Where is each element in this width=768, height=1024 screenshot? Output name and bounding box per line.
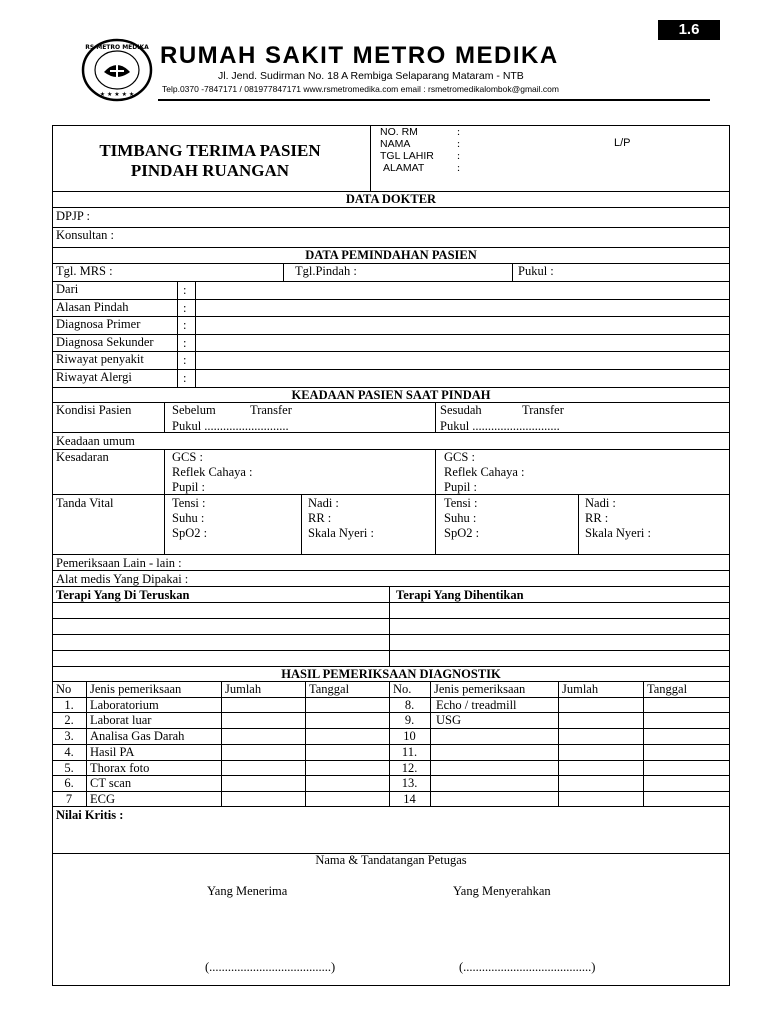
label-tanda-vital: Tanda Vital [56,496,114,510]
diag-input-cell[interactable] [305,728,389,744]
label-sesudah: Sesudah [440,403,482,417]
diag-row-no: 7 [65,791,73,806]
label-yang-menerima: Yang Menerima [207,884,288,898]
diag-input-cell[interactable] [643,728,729,744]
signature-penyerah[interactable]: (.........................................) [459,960,596,974]
pindah-row-label: Riwayat Alergi [56,370,132,384]
label-nama: NAMA [380,138,411,150]
diag-input-cell[interactable] [221,775,305,791]
field-reflek-before[interactable]: Reflek Cahaya : [172,465,253,479]
pindah-row-label: Alasan Pindah [56,299,129,314]
label-kondisi: Kondisi Pasien [56,403,132,417]
diag-row-no: 10 [403,729,416,744]
diag-row-no: 4. [64,744,74,759]
label-transfer-2: Transfer [522,403,564,417]
diag-row-jenis: CT scan [90,776,132,791]
label-nilai-kritis[interactable]: Nilai Kritis : [56,808,124,822]
signature-penerima[interactable]: (.......................................) [205,960,336,974]
heading-diagnostik: HASIL PEMERIKSAAN DIAGNOSTIK [281,667,501,681]
field-tgl-mrs[interactable]: Tgl. MRS : [56,264,113,278]
field-tgl-pindah[interactable]: Tgl.Pindah : [295,264,357,278]
diag-row-no: 1. [64,697,74,712]
diag-input-cell[interactable] [643,697,729,713]
diag-row-no: 3. [64,729,74,744]
pindah-row-value[interactable] [195,369,729,387]
field-pukul-sesudah[interactable]: Pukul ............................ [440,419,560,433]
colon-no-rm: : [457,126,461,138]
field-suhu-after[interactable]: Suhu : [444,511,477,525]
diag-input-cell[interactable] [643,791,729,807]
diag-row-jenis: Laborat luar [90,713,152,728]
diag-header-cell: Tanggal [309,682,350,696]
heading-terapi-diteruskan: Terapi Yang Di Teruskan [56,588,190,602]
field-pukul[interactable]: Pukul : [518,264,554,278]
pindah-row-value[interactable] [195,299,729,317]
diag-row-jenis: Thorax foto [90,760,150,775]
field-suhu-before[interactable]: Suhu : [172,511,205,525]
diag-row-no: 5. [64,760,74,775]
pindah-row-colon: : [183,318,187,333]
diag-header-cell: Jumlah [562,682,599,696]
label-keadaan-umum: Keadaan umum [56,434,135,448]
column-rule [177,281,178,387]
diag-input-cell[interactable] [558,760,643,776]
diag-input-cell[interactable] [305,760,389,776]
pindah-row-value[interactable] [195,351,729,369]
label-alamat: ALAMAT [383,162,425,174]
diag-header-cell: Tanggal [647,682,688,696]
field-alat-medis[interactable]: Alat medis Yang Dipakai : [56,572,189,586]
form-code-badge: 1.6 [658,20,720,40]
diag-input-cell[interactable] [221,744,305,760]
field-rr-after[interactable]: RR : [585,511,609,525]
pindah-row-colon: : [183,335,187,350]
label-sebelum: Sebelum [172,403,216,417]
diag-input-cell[interactable] [643,712,729,728]
diag-row-jenis: USG [436,713,462,728]
hospital-logo [80,38,154,102]
field-nadi-before[interactable]: Nadi : [308,496,339,510]
pindah-row-colon: : [183,353,187,368]
diag-row-no: 11. [401,744,418,759]
diag-input-cell[interactable] [221,760,305,776]
diag-input-cell[interactable] [558,697,643,713]
signature-heading: Nama & Tandatangan Petugas [315,853,467,867]
pindah-row-value[interactable] [195,281,729,299]
diag-input-cell[interactable] [305,697,389,713]
hospital-name: RUMAH SAKIT METRO MEDIKA [160,42,559,69]
pindah-row-value[interactable] [195,334,729,352]
field-skala-before[interactable]: Skala Nyeri : [308,526,374,540]
field-reflek-after[interactable]: Reflek Cahaya : [444,465,525,479]
diag-input-cell[interactable] [558,791,643,807]
diag-header-cell: No. [393,682,412,696]
diag-header-cell: Jumlah [225,682,262,696]
diag-input-cell[interactable] [305,775,389,791]
diag-input-cell[interactable] [558,728,643,744]
label-yang-menyerahkan: Yang Menyerahkan [453,884,551,898]
heading-keadaan: KEADAAN PASIEN SAAT PINDAH [291,388,491,402]
diag-row-no: 9. [404,713,415,728]
heading-data-dokter: DATA DOKTER [345,192,437,206]
diag-row-no: 6. [64,776,74,791]
pindah-row-value[interactable] [195,316,729,334]
hospital-contact: Telp.0370 -7847171 / 081977847171 www.rsmetromedika.com email : rsmetromedikalombok@gmail.com [162,84,559,94]
colon-nama: : [457,138,461,150]
form-title-line2: PINDAH RUANGAN [130,161,290,180]
field-nadi-after[interactable]: Nadi : [585,496,616,510]
diag-row-no: 2. [64,713,74,728]
diag-row-no: 8. [404,697,415,712]
diag-input-cell[interactable] [305,712,389,728]
diag-input-cell[interactable] [643,744,729,760]
diag-input-cell[interactable] [305,791,389,807]
pindah-row-label: Dari [56,282,79,296]
diag-header-cell: Jenis pemeriksaan [90,682,182,696]
heading-data-pemindahan: DATA PEMINDAHAN PASIEN [305,248,477,262]
diag-input-cell[interactable] [643,760,729,776]
label-lp: L/P [614,137,631,149]
field-gcs-before[interactable]: GCS : [172,450,203,464]
pindah-row-label: Diagnosa Primer [56,317,141,332]
field-spo2-before[interactable]: SpO2 : [172,526,208,540]
title-divider [370,125,371,191]
field-dpjp[interactable]: DPJP : [56,209,90,223]
field-spo2-after[interactable]: SpO2 : [444,526,480,540]
field-pupil-after[interactable]: Pupil : [444,480,477,494]
field-pemeriksaan-lain[interactable]: Pemeriksaan Lain - lain : [56,556,182,570]
diag-input-cell[interactable] [221,712,305,728]
label-kesadaran: Kesadaran [56,450,109,464]
diag-input-cell[interactable] [221,728,305,744]
diag-input-cell[interactable] [558,744,643,760]
diag-row-no: 13. [401,776,418,791]
diag-row-jenis: Analisa Gas Darah [90,729,185,744]
label-tgl-lahir: TGL LAHIR [380,150,434,162]
diag-row-jenis: Echo / treadmill [436,697,517,712]
field-skala-after[interactable]: Skala Nyeri : [585,526,651,540]
diag-row-jenis: Hasil PA [90,744,135,759]
colon-alamat: : [457,162,461,174]
heading-terapi-dihentikan: Terapi Yang Dihentikan [396,588,524,602]
colon-tgl-lahir: : [457,150,461,162]
svg-text:RS METRO MEDIKA: RS METRO MEDIKA [85,44,149,51]
field-tensi-after[interactable]: Tensi : [444,496,478,510]
pindah-row-colon: : [183,283,187,297]
field-gcs-after[interactable]: GCS : [444,450,475,464]
diag-row-jenis: ECG [90,791,115,806]
diag-header-cell: No [56,682,72,696]
label-no-rm: NO. RM [380,126,418,138]
diag-row-jenis: Laboratorium [90,697,159,712]
diag-input-cell[interactable] [221,697,305,713]
hospital-address: Jl. Jend. Sudirman No. 18 A Rembiga Selaparang Mataram - NTB [218,70,524,82]
diag-input-cell[interactable] [558,712,643,728]
pindah-row-label: Riwayat penyakit [56,352,144,367]
pindah-row-colon: : [183,371,187,385]
svg-text:★ ★ ★ ★ ★: ★ ★ ★ ★ ★ [99,91,135,98]
pindah-row-colon: : [183,300,187,315]
diag-input-cell[interactable] [558,775,643,791]
field-tensi-before[interactable]: Tensi : [172,496,206,510]
field-pukul-sebelum[interactable]: Pukul ........................... [172,419,289,433]
field-konsultan[interactable]: Konsultan : [56,228,114,242]
header-rule [158,99,710,101]
diag-input-cell[interactable] [221,791,305,807]
label-transfer-1: Transfer [250,403,292,417]
diag-header-cell: Jenis pemeriksaan [434,682,526,696]
diag-input-cell[interactable] [643,775,729,791]
column-rule [195,281,196,387]
diag-input-cell[interactable] [305,744,389,760]
diag-row-no: 14 [403,791,416,806]
field-rr-before[interactable]: RR : [308,511,332,525]
pindah-row-label: Diagnosa Sekunder [56,334,154,349]
diag-row-no: 12. [401,760,418,775]
field-pupil-before[interactable]: Pupil : [172,480,205,494]
form-title-line1: TIMBANG TERIMA PASIEN [99,141,321,160]
